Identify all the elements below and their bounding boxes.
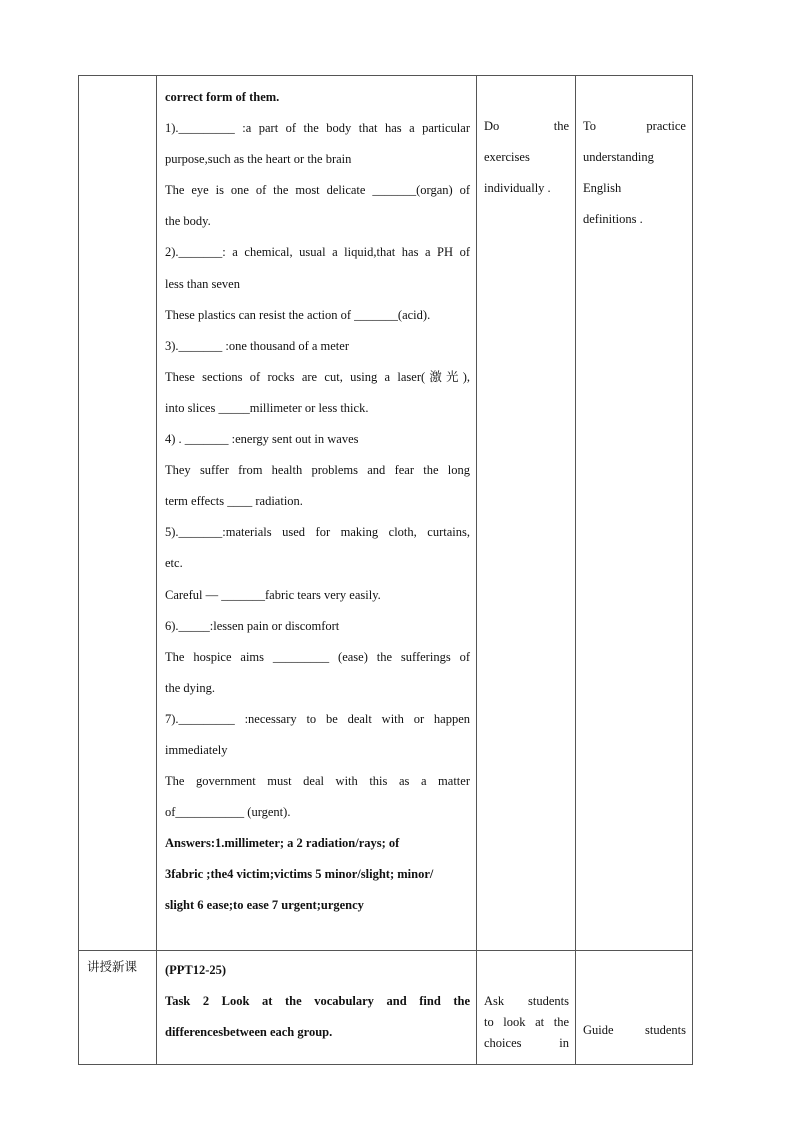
text-line: 5)._______:materials used for making cloth, curtains, [165,525,470,540]
text-line: 3fabric ;the4 victim;victims 5 minor/slight; minor/ [165,867,434,882]
student-activity-cell [477,951,576,1065]
text-line: The government must deal with this as a matter [165,774,470,789]
exercise-content [157,76,476,928]
text-line: To practice [583,119,686,133]
text-line: Task 2 Look at the vocabulary and find the [165,994,470,1008]
text-line: purpose,such as the heart or the brain [165,152,352,167]
text-line: 3)._______ :one thousand of a meter [165,338,349,353]
text-line: (PPT12-25) [165,963,227,977]
text-line: English [583,181,622,195]
text-line: into slices _____millimeter or less thick. [165,400,369,415]
text-line: 1)._________ :a part of the body that has a particular [165,121,470,136]
text-line: understanding [583,150,654,164]
text-line: These plastics can resist the action of _______(acid). [165,307,431,322]
text-line: 4) . _______ :energy sent out in waves [165,432,359,447]
text-line: Ask students [484,994,569,1008]
student-activity-cell [477,76,576,951]
text-line: term effects ____ radiation. [165,494,303,509]
stage-cell [79,951,157,1065]
text-line: etc. [165,556,183,571]
text-line: The hospice aims _________ (ease) the sufferings of [165,649,470,664]
text-line: the body. [165,214,211,229]
text-line: 2)._______: a chemical, usual a liquid,that has a PH of [165,245,470,260]
text-line: Answers:1.millimeter; a 2 radiation/rays; of [165,836,400,851]
purpose-text [576,951,692,1041]
text-line: They suffer from health problems and fear the long [165,463,470,478]
text-line: individually . [484,181,551,195]
text-line: Do the [484,119,569,133]
text-line: correct form of them. [165,90,280,104]
stage-cell [79,76,157,951]
student-activity-text [477,951,575,1054]
content-cell [157,951,477,1065]
table-row [79,76,693,951]
student-activity-text [477,76,575,204]
task-content [157,951,476,1054]
text-line: Careful — _______fabric tears very easily. [165,587,381,602]
purpose-cell [576,76,693,951]
lesson-plan-table [78,75,693,1065]
text-line: slight 6 ease;to ease 7 urgent;urgency [165,898,364,913]
text-line: less than seven [165,276,240,291]
stage-label: 讲授新课 [87,959,138,974]
text-line: The eye is one of the most delicate _______(organ) of [165,183,470,198]
text-line: differencesbetween each group. [165,1025,333,1039]
text-line: choices in [484,1036,569,1050]
text-line: immediately [165,742,228,757]
purpose-cell [576,951,693,1065]
purpose-text [576,76,692,235]
text-line: Guide students [583,1023,686,1037]
text-line: exercises [484,150,530,164]
text-line: definitions . [583,212,643,226]
text-line: 6)._____:lessen pain or discomfort [165,618,340,633]
table-row [79,951,693,1065]
text-line: to look at the [484,1015,569,1029]
content-cell [157,76,477,951]
text-line: the dying. [165,680,215,695]
text-line: of___________ (urgent). [165,805,291,820]
text-line: These sections of rocks are cut, using a laser(激光), [165,369,470,384]
text-line: 7)._________ :necessary to be dealt with or happen [165,711,470,726]
